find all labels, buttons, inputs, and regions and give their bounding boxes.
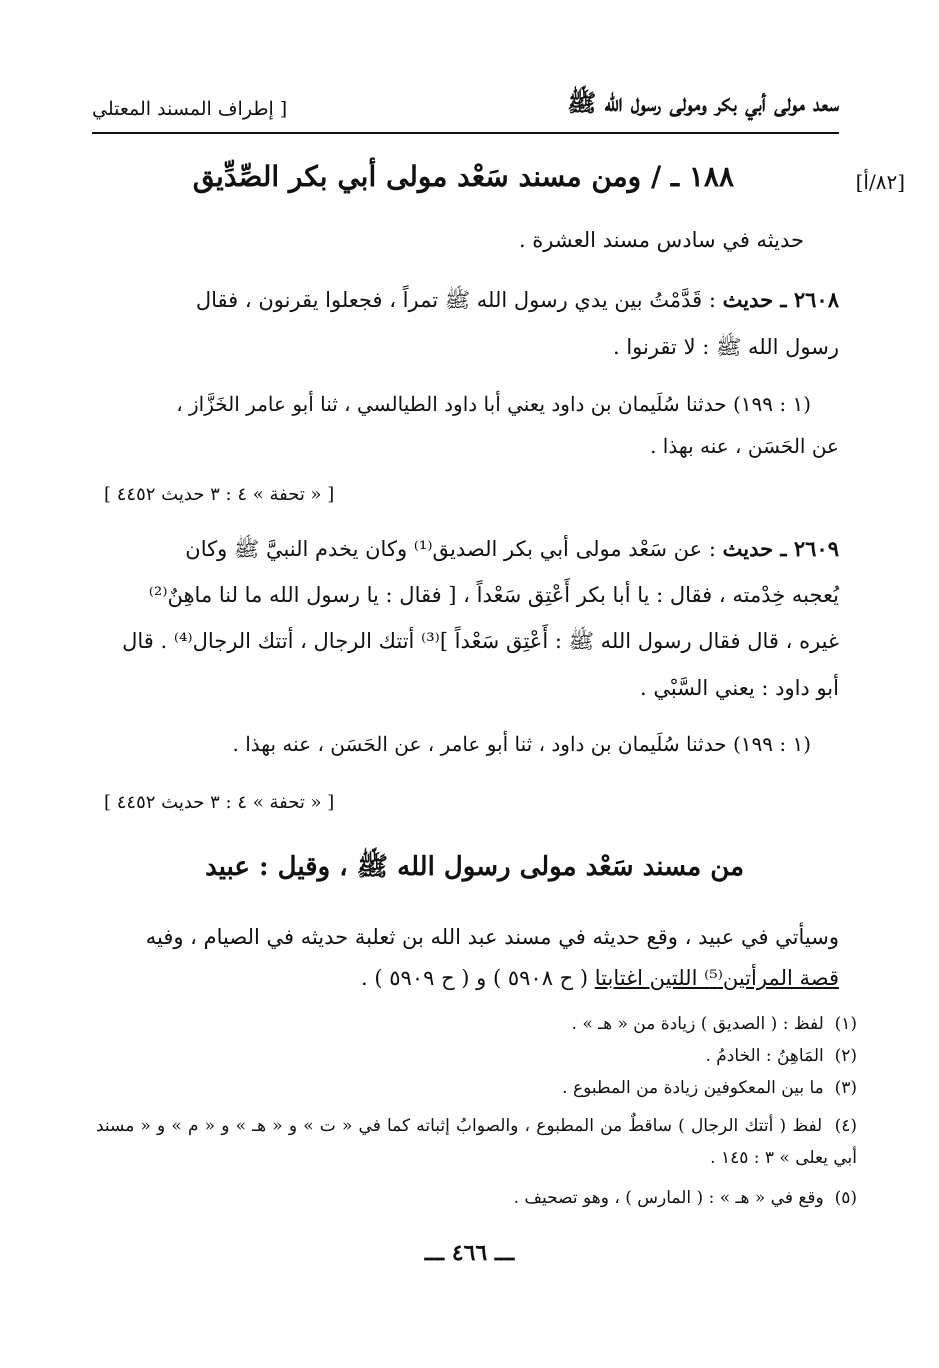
hadith-2609-source: (١ : ١٩٩) حدثنا سُلَيمان بن داود ، ثنا أبو عامر ، عن الحَسَن ، عنه بهذا . (232, 732, 811, 756)
footnote-5 (514, 1188, 857, 1208)
section-title-next: من مسند سَعْد مولى رسول الله ﷺ ، وقيل : عبيد (205, 852, 744, 882)
footnote-text: ما بين المعكوفين زيادة من المطبوع . (562, 1078, 824, 1098)
footnote-text: لفظ : ( الصديق ) زيادة من « هـ » . (571, 1014, 824, 1034)
hadith-2608-source2: عن الحَسَن ، عنه بهذا . (650, 434, 839, 458)
section-title-188: ١٨٨ ـ / ومن مسند سَعْد مولى أبي بكر الصِّدِّيق (192, 160, 734, 193)
folio-marker: [٨٢/أ] (855, 170, 905, 194)
footnote-4 (96, 1110, 857, 1174)
footnote-1 (572, 1014, 857, 1034)
footnote-text: وقع في « هـ » : ( المارس ) ، وهو تصحيف . (513, 1188, 824, 1208)
hadith-2609-line2: يُعجبه خِدْمته ، فقال : يا أبا بكر أَعْتِق سَعْداً ، [ فقال : يا رسول الله ما لنا ماهِنٌ⁽²⁾ (148, 583, 839, 607)
hadith-2608-line2: رسول الله ﷺ : لا تقرنوا . (612, 335, 839, 359)
hadith-2609-line3: غيره ، قال فقال رسول الله ﷺ : أَعْتِق سَعْداً ]⁽³⁾ أتتك الرجال ، أتتك الرجال⁽⁴⁾ . قال (122, 629, 839, 653)
footnote-2 (705, 1046, 857, 1066)
hadith-2609-line1 (100, 535, 839, 563)
hadith-text: : قَدَّمْتُ بين يدي رسول الله ﷺ تمراً ، فجعلوا يقرنون ، فقال (195, 288, 716, 312)
footnote-mark: (٢) (834, 1046, 857, 1066)
footnote-mark: (٣) (834, 1078, 857, 1098)
book-title: [ إطراف المسند المعتلي (92, 98, 288, 120)
hadith-2608-source1: (١ : ١٩٩) حدثنا سُلَيمان بن داود يعني أبا داود الطيالسي ، ثنا أبو عامر الخَزَّاز ، (176, 392, 811, 416)
footnote-text: لفظ ( أتتك الرجال ) ساقطٌ من المطبوع ، والصوابُ إثباته كما في « ت » و « هـ » و « م » و « مسند أبي يعلى » ٣ : ١٤٥ . (96, 1116, 857, 1168)
hadith-refs: ( ح ٥٩٠٨ ) و ( ح ٥٩٠٩ ) . (361, 966, 595, 990)
hadith-number: ٢٦٠٩ ـ حديث (722, 536, 839, 561)
section-next-line1: وسيأتي في عبيد ، وقع حديثه في مسند عبد الله بن ثعلبة حديثه في الصيام ، وفيه (145, 925, 839, 949)
tuhfa-ref-2608: [ « تحفة » ٤ : ٣ حديث ٤٤٥٢ ] (104, 484, 335, 505)
hadith-text: : عن سَعْد مولى أبي بكر الصديق⁽¹⁾ وكان يخدم النبيَّ ﷺ وكان (185, 537, 716, 561)
section-intro: حديثه في سادس مسند العشرة . (518, 228, 804, 252)
footnote-3 (562, 1078, 857, 1098)
hadith-2609-line4: أبو داود : يعني السَّبْي . (640, 676, 839, 700)
page-number: ـــ ٤٦٦ ـــ (424, 1240, 515, 1266)
running-title: سعد مولى أبي بكر ومولى رسول الله ﷺ (567, 88, 839, 117)
footnote-text: المَاهِنُ : الخادمُ . (705, 1046, 824, 1066)
header-rule (92, 132, 839, 134)
tuhfa-ref-2609: [ « تحفة » ٤ : ٣ حديث ٤٤٥٢ ] (104, 792, 335, 813)
footnote-mark: (١) (834, 1014, 857, 1034)
hadith-number: ٢٦٠٨ ـ حديث (722, 287, 839, 312)
section-next-line2 (361, 966, 839, 990)
underlined-phrase: قصة المرأتين⁽⁵⁾ اللتين اغتابتا (594, 966, 839, 990)
footnote-mark: (٥) (834, 1188, 857, 1208)
footnote-mark: (٤) (834, 1116, 857, 1136)
hadith-2608-line1 (100, 286, 839, 314)
